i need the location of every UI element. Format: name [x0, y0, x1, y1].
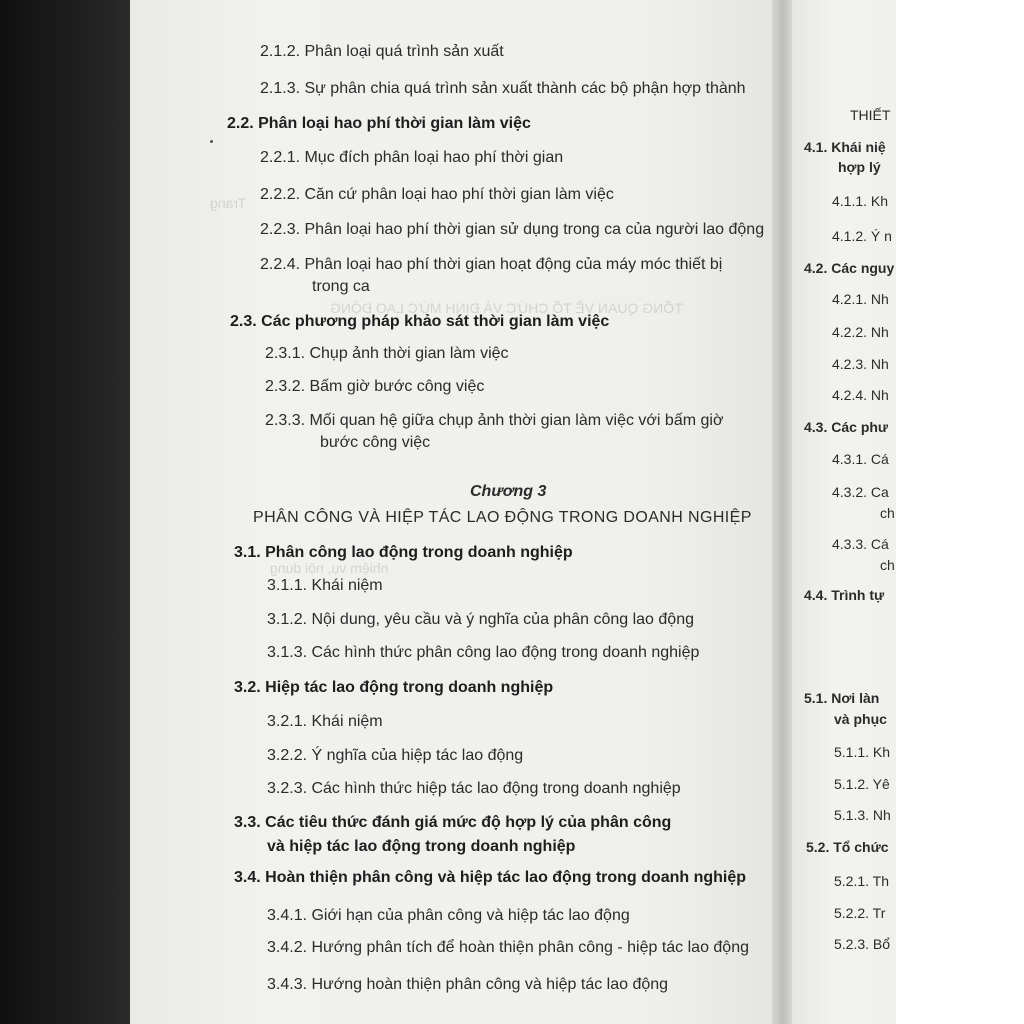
right-page — [792, 0, 896, 1024]
toc-entry: 3.1.2. Nội dung, yêu cầu và ý nghĩa của phân công lao động — [267, 611, 694, 628]
toc-section-heading-continuation: và phục — [834, 711, 887, 727]
toc-entry: 2.2.2. Căn cứ phân loại hao phí thời gian làm việc — [260, 186, 614, 203]
background-right — [896, 0, 1024, 1024]
bleed-through-text: nhiệm vụ, nội dung — [270, 560, 389, 576]
toc-entry: 3.1.1. Khái niệm — [267, 577, 383, 594]
toc-entry-continuation: bước công việc — [320, 434, 431, 451]
toc-entry: 3.2.2. Ý nghĩa của hiệp tác lao động — [267, 747, 524, 764]
toc-section-heading: 4.3. Các phư — [804, 419, 889, 435]
page-speck — [210, 140, 213, 143]
toc-entry: 4.2.3. Nh — [832, 356, 889, 372]
toc-section-heading-continuation: và hiệp tác lao động trong doanh nghiệp — [267, 838, 576, 855]
toc-section-heading: 2.3. Các phương pháp khảo sát thời gian làm việc — [230, 313, 610, 330]
toc-entry: 2.2.4. Phân loại hao phí thời gian hoạt động của máy móc thiết bị — [260, 256, 723, 273]
toc-entry: 4.2.2. Nh — [832, 324, 889, 340]
toc-entry: THIẾT — [850, 107, 891, 123]
toc-section-heading-continuation: hợp lý — [838, 159, 881, 175]
toc-entry: 5.1.1. Kh — [834, 744, 891, 760]
chapter-number: Chương 3 — [470, 483, 547, 500]
toc-entry: 2.1.3. Sự phân chia quá trình sản xuất thành các bộ phận hợp thành — [260, 80, 746, 97]
toc-section-heading: 5.1. Nơi làn — [804, 690, 880, 706]
toc-section-heading: 2.2. Phân loại hao phí thời gian làm việc — [227, 115, 531, 132]
toc-entry: 4.1.2. Ý n — [832, 228, 892, 244]
toc-entry: 5.1.3. Nh — [834, 807, 891, 823]
toc-section-heading: 4.2. Các nguy — [804, 260, 895, 276]
toc-entry-continuation: ch — [880, 505, 895, 521]
toc-entry: 4.2.4. Nh — [832, 387, 889, 403]
toc-section-heading: 3.1. Phân công lao động trong doanh nghiệp — [234, 544, 573, 561]
toc-entry: 3.4.2. Hướng phân tích để hoàn thiện phân công - hiệp tác lao động — [267, 939, 749, 956]
toc-entry: 5.2.1. Th — [834, 873, 890, 889]
toc-section-heading: 4.4. Trình tự — [804, 587, 885, 603]
toc-section-heading: 5.2. Tổ chức — [806, 839, 889, 855]
toc-entry: 2.1.2. Phân loại quá trình sản xuất — [260, 43, 504, 60]
chapter-title: PHÂN CÔNG VÀ HIỆP TÁC LAO ĐỘNG TRONG DOANH NGHIỆP — [253, 509, 752, 526]
toc-entry: 5.2.3. Bổ — [834, 936, 891, 952]
toc-entry: 2.2.1. Mục đích phân loại hao phí thời gian — [260, 149, 564, 166]
toc-entry: 4.3.2. Ca — [832, 484, 889, 500]
toc-entry: 4.2.1. Nh — [832, 291, 889, 307]
toc-section-heading: 4.1. Khái niệ — [804, 139, 886, 155]
toc-entry: 2.2.3. Phân loại hao phí thời gian sử dụng trong ca của người lao động — [260, 221, 765, 238]
toc-section-heading: 3.4. Hoàn thiện phân công và hiệp tác lao động trong doanh nghiệp — [234, 869, 747, 886]
toc-entry: 3.2.1. Khái niệm — [267, 713, 383, 730]
toc-entry: 5.2.2. Tr — [834, 905, 886, 921]
toc-entry: 2.3.2. Bấm giờ bước công việc — [265, 378, 485, 395]
toc-entry: 4.3.1. Cá — [832, 451, 889, 467]
bleed-through-text: Trang — [210, 195, 247, 211]
toc-entry: 4.1.1. Kh — [832, 193, 889, 209]
book-gutter — [772, 0, 794, 1024]
toc-entry-continuation: trong ca — [312, 278, 370, 295]
left-page — [130, 0, 780, 1024]
toc-section-heading: 3.2. Hiệp tác lao động trong doanh nghiệp — [234, 679, 554, 696]
book-left-edge — [0, 0, 130, 1024]
toc-entry: 3.2.3. Các hình thức hiệp tác lao động trong doanh nghiệp — [267, 780, 681, 797]
toc-entry: 2.3.3. Mối quan hệ giữa chụp ảnh thời gian làm việc với bấm giờ — [265, 412, 724, 429]
toc-entry: 2.3.1. Chụp ảnh thời gian làm việc — [265, 345, 509, 362]
toc-entry: 3.4.1. Giới hạn của phân công và hiệp tác lao động — [267, 907, 630, 924]
toc-section-heading: 3.3. Các tiêu thức đánh giá mức độ hợp lý của phân công — [234, 814, 672, 831]
toc-entry-continuation: ch — [880, 557, 895, 573]
toc-entry: 3.1.3. Các hình thức phân công lao động trong doanh nghiệp — [267, 644, 700, 661]
toc-entry: 4.3.3. Cá — [832, 536, 889, 552]
bleed-through-text: TỔNG QUAN VỀ TỔ CHỨC VÀ ĐỊNH MỨC LAO ĐỘNG — [330, 300, 683, 316]
toc-entry: 3.4.3. Hướng hoàn thiện phân công và hiệp tác lao động — [267, 976, 669, 993]
toc-entry: 5.1.2. Yê — [834, 776, 890, 792]
